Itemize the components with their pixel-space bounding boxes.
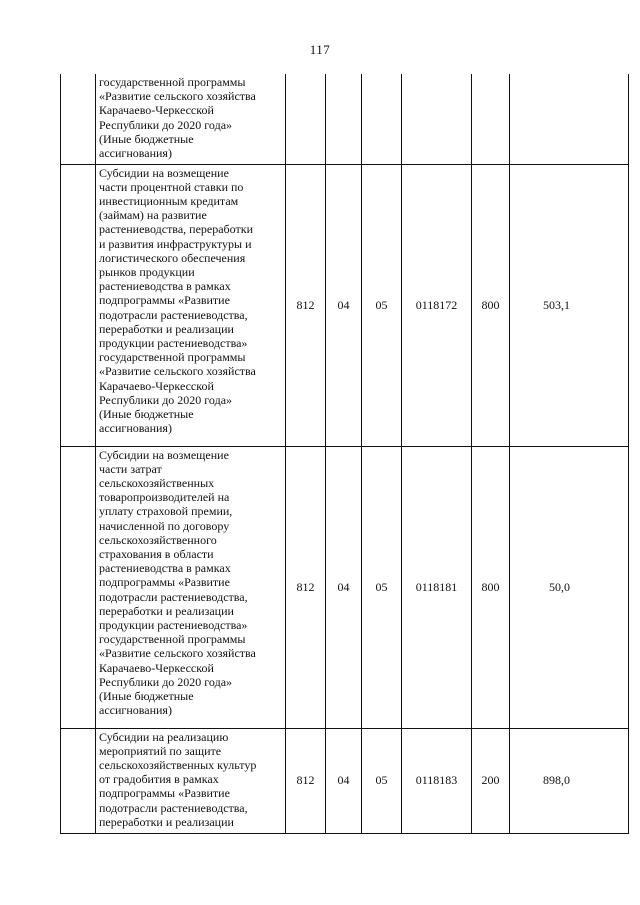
description-line: Карачаево-Черкесской bbox=[99, 378, 214, 393]
index-cell bbox=[61, 164, 96, 446]
amount-cell: 503,1 bbox=[510, 164, 629, 446]
description-line: подпрограммы «Развитие bbox=[99, 575, 230, 590]
description-line: логистического обеспечения bbox=[99, 250, 246, 265]
description-line: «Развитие сельского хозяйства bbox=[99, 646, 256, 661]
description-line: подпрограммы «Развитие bbox=[99, 786, 230, 801]
description-cell bbox=[96, 164, 286, 446]
description-line: начисленной по договору bbox=[99, 518, 230, 533]
description-line: продукции растениеводства» bbox=[99, 335, 248, 350]
subsection-cell: 05 bbox=[362, 164, 402, 446]
target-article-cell bbox=[402, 74, 472, 164]
description-line: сельскохозяйственного bbox=[99, 532, 217, 547]
section-cell bbox=[326, 74, 362, 164]
description-line: части процентной ставки по bbox=[99, 179, 244, 194]
description-line: государственной программы bbox=[99, 350, 246, 365]
description-line: растениеводства в рамках bbox=[99, 279, 231, 294]
table-row bbox=[61, 446, 629, 728]
target-article-cell: 0118183 bbox=[402, 728, 472, 833]
table-row bbox=[61, 164, 629, 446]
description-line: растениеводства в рамках bbox=[99, 561, 231, 576]
index-cell bbox=[61, 728, 96, 833]
description-cell bbox=[96, 446, 286, 728]
subsection-cell: 05 bbox=[362, 446, 402, 728]
subsection-cell: 05 bbox=[362, 728, 402, 833]
description-line: Республики до 2020 года» bbox=[99, 117, 233, 132]
description-line: «Развитие сельского хозяйства bbox=[99, 364, 256, 379]
description-line: Республики до 2020 года» bbox=[99, 392, 233, 407]
description-line: подпрограммы «Развитие bbox=[99, 293, 230, 308]
section-cell: 04 bbox=[326, 446, 362, 728]
description-line: Субсидии на возмещение bbox=[99, 447, 229, 462]
description-line: государственной программы bbox=[99, 75, 246, 89]
description-line: «Развитие сельского хозяйства bbox=[99, 89, 256, 104]
description-line: товаропроизводителей на bbox=[99, 490, 230, 505]
description-line: переработки и реализации bbox=[99, 321, 234, 336]
description-line: Карачаево-Черкесской bbox=[99, 103, 214, 118]
amount-cell bbox=[510, 74, 629, 164]
description-line: подотрасли растениеводства, bbox=[99, 800, 248, 815]
description-line: переработки и реализации bbox=[99, 814, 234, 829]
description-line: (Иные бюджетные bbox=[99, 688, 194, 703]
description-line: и развития инфраструктуры и bbox=[99, 236, 252, 251]
expense-type-cell: 800 bbox=[472, 446, 510, 728]
expense-type-cell bbox=[472, 74, 510, 164]
amount-cell: 898,0 bbox=[510, 728, 629, 833]
target-article-cell: 0118181 bbox=[402, 446, 472, 728]
index-cell bbox=[61, 74, 96, 164]
description-line: страхования в области bbox=[99, 546, 214, 561]
section-cell: 04 bbox=[326, 728, 362, 833]
description-line: Карачаево-Черкесской bbox=[99, 660, 214, 675]
table-row bbox=[61, 728, 629, 833]
description-line: государственной программы bbox=[99, 632, 246, 647]
description-line: подотрасли растениеводства, bbox=[99, 589, 248, 604]
description-line: ассигнования) bbox=[99, 421, 172, 436]
description-line: части затрат bbox=[99, 461, 162, 476]
description-line: Субсидии на возмещение bbox=[99, 165, 229, 180]
grbs-cell bbox=[286, 74, 326, 164]
description-cell bbox=[96, 74, 286, 164]
index-cell bbox=[61, 446, 96, 728]
description-line: ассигнования) bbox=[99, 703, 172, 718]
grbs-cell: 812 bbox=[286, 728, 326, 833]
grbs-cell: 812 bbox=[286, 446, 326, 728]
amount-cell: 50,0 bbox=[510, 446, 629, 728]
grbs-cell: 812 bbox=[286, 164, 326, 446]
description-line: продукции растениеводства» bbox=[99, 617, 248, 632]
page-number: 117 bbox=[309, 42, 331, 57]
description-line: от градобития в рамках bbox=[99, 772, 219, 787]
description-line: уплату страховой премии, bbox=[99, 504, 233, 519]
description-line: инвестиционным кредитам bbox=[99, 193, 239, 208]
description-line: (займам) на развитие bbox=[99, 208, 207, 223]
description-line: ассигнования) bbox=[99, 146, 172, 161]
description-line: (Иные бюджетные bbox=[99, 406, 194, 421]
description-line: растениеводства, переработки bbox=[99, 222, 253, 237]
description-line: сельскохозяйственных bbox=[99, 475, 215, 490]
description-line: Субсидии на реализацию bbox=[99, 729, 229, 744]
table-row bbox=[61, 74, 629, 164]
description-line: переработки и реализации bbox=[99, 603, 234, 618]
description-line: сельскохозяйственных культур bbox=[99, 757, 257, 772]
target-article-cell: 0118172 bbox=[402, 164, 472, 446]
section-cell: 04 bbox=[326, 164, 362, 446]
description-line: подотрасли растениеводства, bbox=[99, 307, 248, 322]
description-line: рынков продукции bbox=[99, 264, 195, 279]
expense-type-cell: 800 bbox=[472, 164, 510, 446]
budget-table bbox=[60, 74, 629, 834]
description-line: Республики до 2020 года» bbox=[99, 674, 233, 689]
description-line: мероприятий по защите bbox=[99, 743, 222, 758]
subsection-cell bbox=[362, 74, 402, 164]
description-cell bbox=[96, 728, 286, 833]
expense-type-cell: 200 bbox=[472, 728, 510, 833]
description-line: (Иные бюджетные bbox=[99, 131, 194, 146]
